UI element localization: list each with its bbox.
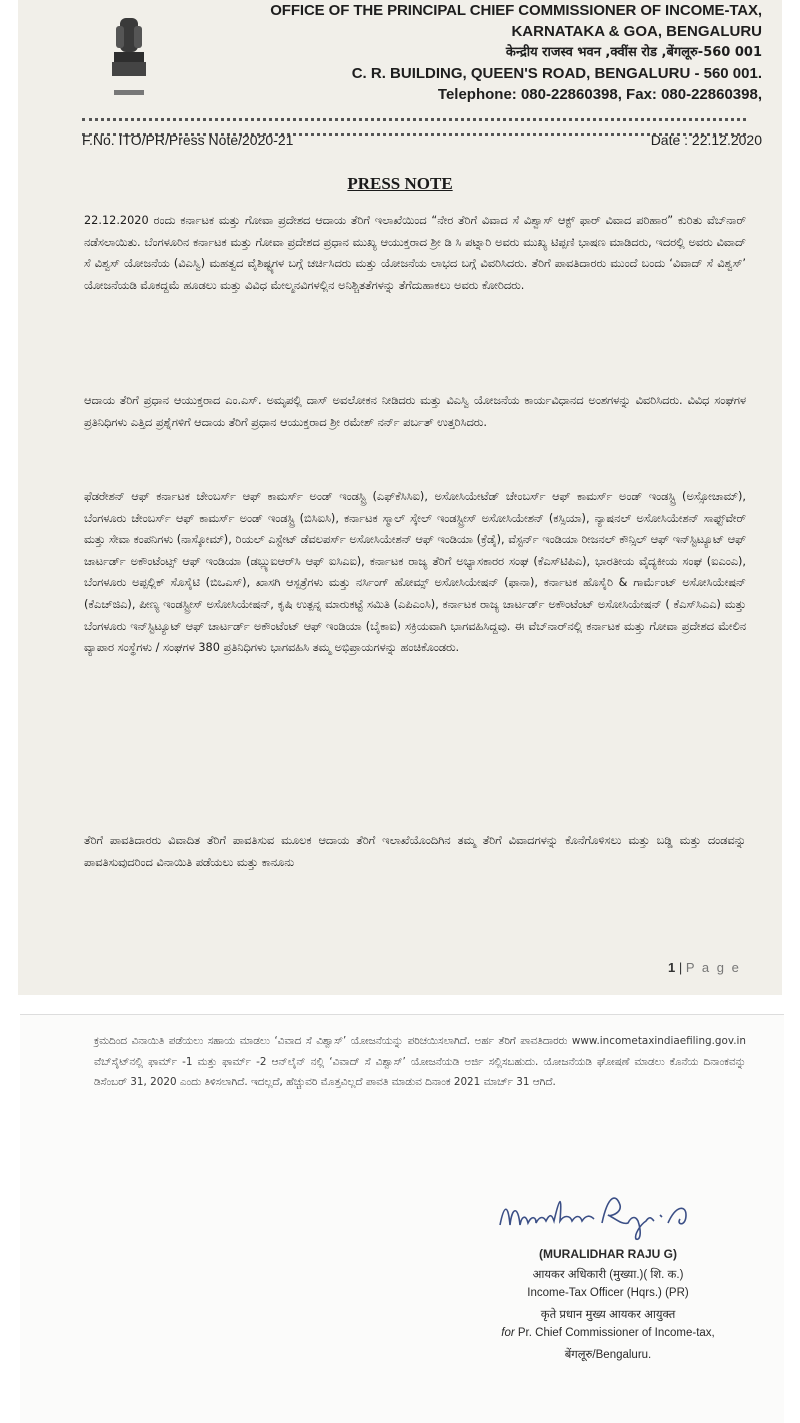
office-subtitle: KARNATAKA & GOA, BENGALURU — [511, 23, 762, 40]
hindi-for-line: कृते प्रधान मुख्य आयकर आयुक्त — [540, 1309, 676, 1321]
office-header — [270, 0, 762, 105]
office-telephone: Telephone: 080-22860398, Fax: 080-22860398, — [437, 86, 762, 103]
paragraph-2: ಆದಾಯ ತೆರಿಗೆ ಪ್ರಧಾನ ಆಯುಕ್ತರಾದ ಎಂ.ಎಸ್. ಅಮೃಪಲ್ಲಿ ದಾಸ್ ಅವಲೋಕನ ನೀಡಿದರು ಮತ್ತು ವಿಎಸ್ವಿ ಯೋಜನೆಯ ಕಾರ್ಯವಿಧಾನದ ಅಂಶಗಳನ್ನು ವಿವರಿಸಿದರು. ವಿವಿಧ ಸಂಘಗಳ ಪ್ರತಿನಿಧಿಗಳು ಎತ್ತಿದ ಪ್ರಶ್ನೆಗಳಿಗೆ ಆದಾಯ ತೆರಿಗೆ ಪ್ರಧಾನ ಆಯುಕ್ತರಾದ ಶ್ರೀ ರಮೇಶ್ ನರ್ನ್ ಪರ್ಬತ್ ಉತ್ತರಿಸಿದರು. — [84, 394, 746, 429]
page-label: P a g e — [685, 960, 741, 975]
paragraph-continued: ಕ್ರಮದಿಂದ ವಿನಾಯಿತಿ ಪಡೆಯಲು ಸಹಾಯ ಮಾಡಲು ‘ವಿವಾದ ಸೆ ವಿಶ್ವಾಸ್’ ಯೋಜನೆಯನ್ನು ಪರಿಚಯಿಸಲಾಗಿದೆ. ಅರ್ಹ ತೆರಿಗೆ ಪಾವತಿದಾರರು www.incometaxindiaefiling.gov.in ವೆಬ್‌ಸೈಟ್‌ನಲ್ಲಿ ಫಾರ್ಮ್ -1 ಮತ್ತು ಫಾರ್ಮ್ -2 ಆನ್‌ಲೈನ್ ನಲ್ಲಿ ‘ವಿವಾದ್ ಸೆ ವಿಶ್ವಾಸ್’ ಯೋಜನೆಯಡಿ ಅರ್ಜಿ ಸಲ್ಲಿಸಬಹುದು. ಯೋಜನೆಯಡಿ ಘೋಷಣೆ ಮಾಡಲು ಕೊನೆಯ ದಿನಾಂಕವನ್ನು ಡಿಸೆಂಬರ್ 31, 2020 ಎಂದು ತಿಳಿಸಲಾಗಿದೆ. ಇದಲ್ಲದೆ, ಹೆಚ್ಚುವರಿ ಮೊತ್ತವಿಲ್ಲದೆ ಪಾವತಿ ಮಾಡುವ ದಿನಾಂಕ 2021 ಮಾರ್ಚ್ 31 ಆಗಿದೆ. — [94, 1035, 746, 1088]
page-number-value: 1 — [668, 960, 676, 975]
handwritten-signature — [490, 1185, 740, 1245]
signatory-name: (MURALIDHAR RAJU G) — [539, 1247, 677, 1261]
place: बेंगलूरु/Bengaluru. — [564, 1349, 652, 1361]
designation: Income-Tax Officer (Hqrs.) (PR) — [527, 1287, 689, 1299]
hindi-designation: आयकर अधिकारी (मुख्या.)( शि. क.) — [532, 1269, 684, 1281]
paragraph-1: 22.12.2020 ರಂದು ಕರ್ನಾಟಕ ಮತ್ತು ಗೋವಾ ಪ್ರದೇಶದ ಆದಾಯ ತೆರಿಗೆ ಇಲಾಖೆಯಿಂದ “ನೇರ ತೆರಿಗೆ ವಿವಾದ ಸೆ ವಿಶ್ವಾಸ್ ಆಕ್ಟ್ ಫಾರ್ ವಿವಾದ ಪರಿಹಾರ” ಕುರಿತು ವೆಬ್‌ನಾರ್ ನಡೆಸಲಾಯಿತು. ಬೆಂಗಳೂರಿನ ಕರ್ನಾಟಕ ಮತ್ತು ಗೋವಾ ಪ್ರದೇಶದ ಪ್ರಧಾನ ಮುಖ್ಯ ಆಯುಕ್ತರಾದ ಶ್ರೀ ಡಿ ಸಿ ಪಟ್ನಾರಿ ಅವರು ಮುಖ್ಯ ಟಿಪ್ಪಣಿ ಭಾಷಣ ಮಾಡಿದರು, ಇದರಲ್ಲಿ ಅವರು ವಿವಾದ್ ಸೆ ವಿಶ್ವಸ್ ಯೋಜನೆಯ (ವಿಎಸ್ವಿ) ಮಹತ್ವದ ವೈಶಿಷ್ಟ್ಯಗಳ ಬಗ್ಗೆ ಚರ್ಚಿಸಿದರು ಮತ್ತು ಯೋಜನೆಯ ಲಾಭದ ಬಗ್ಗೆ ವಿವರಿಸಿದರು. ತೆರಿಗೆ ಪಾವತಿದಾರರು ಮುಂದೆ ಬಂದು ‘ವಿವಾದ್ ಸೆ ವಿಶ್ವಸ್’ ಯೋಜನೆಯಡಿ ಮೊಕದ್ದಮೆ ಹೂಡಲು ಮತ್ತು ವಿವಿಧ ಮೇಲ್ಮನವಿಗಳಲ್ಲಿನ ಅನಿಶ್ಚಿತತೆಗಳನ್ನು ತೆಗೆದುಹಾಕಲು ಅವರು ಕೋರಿದರು. — [84, 214, 746, 292]
national-emblem-icon — [104, 8, 154, 108]
office-address: C. R. BUILDING, QUEEN'S ROAD, BENGALURU - 560 001. — [351, 65, 762, 82]
office-title: OFFICE OF THE PRINCIPAL CHIEF COMMISSIONER OF INCOME-TAX, — [270, 2, 762, 19]
page-number: 1 | P a g e — [668, 960, 741, 975]
for-line-text: Pr. Chief Commissioner of Income-tax, — [517, 1327, 715, 1339]
for-word: for — [501, 1327, 515, 1339]
for-line — [458, 1327, 758, 1339]
page-2 — [20, 1014, 784, 1423]
paragraph-3: ಫೆಡರೇಶನ್ ಆಫ್ ಕರ್ನಾಟಕ ಚೇಂಬರ್ಸ್ ಆಫ್ ಕಾಮರ್ಸ್ ಅಂಡ್ ಇಂಡಸ್ಟ್ರಿ (ಎಫ್‌ಕೆಸಿಸಿಐ), ಅಸೋಸಿಯೇಟೆಡ್ ಚೇಂಬರ್ಸ್ ಆಫ್ ಕಾಮರ್ಸ್ ಅಂಡ್ ಇಂಡಸ್ಟ್ರಿ (ಅಸ್ಸೋಚಾಮ್), ಬೆಂಗಳೂರು ಚೇಂಬರ್ಸ್ ಆಫ್ ಕಾಮರ್ಸ್ ಅಂಡ್ ಇಂಡಸ್ಟ್ರಿ (ಬಿಸಿಐಸಿ), ಕರ್ನಾಟಕ ಸ್ಮಾಲ್ ಸ್ಕೇಲ್ ಇಂಡಸ್ಟ್ರೀಸ್ ಅಸೋಸಿಯೇಶನ್ (ಕಸ್ಸಿಯಾ), ನ್ಯಾಷನಲ್ ಅಸೋಸಿಯೇಶನ್ ಸಾಫ್ಟ್‌ವೇರ್ ಮತ್ತು ಸೇವಾ ಕಂಪನಿಗಳು (ನಾಸ್ಕೋಮ್), ರಿಯಲ್ ಎಸ್ಟೇಟ್ ಡೆವಲಪರ್ಸ್ ಅಸೋಸಿಯೇಶನ್ ಆಫ್ ಇಂಡಿಯಾ (ಕ್ರೆಡೈ), ವೆಸ್ಟರ್ನ್ ಇಂಡಿಯಾ ರೀಜನಲ್ ಕೌನ್ಸಿಲ್ ಆಫ್ ಇನ್‌ಸ್ಟಿಟ್ಯೂಟ್ ಆಫ್ ಚಾರ್ಟರ್ಡ್ ಅಕೌಂಟೆಂಟ್ಸ್ ಆಫ್ ಇಂಡಿಯಾ (ಡಬ್ಲ್ಯುಐಆರ್‌ಸಿ ಆಫ್ ಐಸಿಎಐ), ಕರ್ನಾಟಕ ರಾಜ್ಯ ತೆರಿಗೆ ಅಭ್ಯಾಸಕಾರರ ಸಂಘ (ಕೆಎಸ್‌ಟಿಪಿಎ), ಭಾರತೀಯ ವೈದ್ಯಕೀಯ ಸಂಘ (ಐಎಂಎ), ಬೆಂಗಳೂರು ಅಪ್ಪಲ್ಲಿಕ್ ಸೊಸೈಟಿ (ಬಿಒಎಸ್), ಖಾಸಗಿ ಆಸ್ಪತ್ರೆಗಳು ಮತ್ತು ನರ್ಸಿಂಗ್ ಹೋಮ್ಸ್ ಅಸೋಸಿಯೇಷನ್ (ಫಾನಾ), ಕರ್ನಾಟಕ ಹೊಸೈರಿ & ಗಾರ್ಮೆಂಟ್ ಅಸೋಸಿಯೇಷನ್ (ಕೆಎಚ್‌ಜಿಎ), ಪೀಣ್ಯ ಇಂಡಸ್ಟ್ರೀಸ್ ಅಸೋಸಿಯೇಷನ್, ಕೃಷಿ ಉತ್ಪನ್ನ ಮಾರುಕಟ್ಟೆ ಸಮಿತಿ (ಎಪಿಎಂಸಿ), ಕರ್ನಾಟಕ ರಾಜ್ಯ ಚಾರ್ಟರ್ಡ್ ಅಕೌಂಟೆಂಟ್ ಅಸೋಸಿಯೇಷನ್ ( ಕೆಎಸ್‌ಸಿಎಎ) ಮತ್ತು ಬೆಂಗಳೂರು ಇನ್‌ಸ್ಟಿಟ್ಯೂಟ್ ಆಫ್ ಚಾರ್ಟರ್ಡ್ ಅಕೌಂಟೆಂಟ್ ಆಫ್ ಇಂಡಿಯಾ (ಬೈಕಾಐ) ಸಕ್ರಿಯವಾಗಿ ಭಾಗವಹಿಸಿದ್ದವು. ಈ ವೆಬ್‌ನಾರ್‌ನಲ್ಲಿ ಕರ್ನಾಟಕ ಮತ್ತು ಗೋವಾ ಪ್ರದೇಶದ ಮೇಲಿನ ವ್ಯಾಪಾರ ಸಂಸ್ಥೆಗಳು / ಸಂಘಗಳ 380 ಪ್ರತಿನಿಧಿಗಳು ಭಾಗವಹಿಸಿ ತಮ್ಮ ಅಭಿಪ್ರಾಯಗಳನ್ನು ಹಂಚಿಕೊಂಡರು. — [84, 490, 746, 655]
hindi-address: केन्द्रीय राजस्व भवन ,क्वींस रोड ,बेंगलूरु-560 001 — [505, 45, 762, 60]
press-note-title: PRESS NOTE — [347, 174, 453, 193]
page-gap — [0, 995, 800, 1014]
file-number: F.No. ITO/PR/Press Note/2020-21 — [82, 132, 294, 148]
paragraph-4: ತೆರಿಗೆ ಪಾವತಿದಾರರು ವಿವಾದಿತ ತೆರಿಗೆ ಪಾವತಿಸುವ ಮೂಲಕ ಆದಾಯ ತೆರಿಗೆ ಇಲಾಖೆಯೊಂದಿಗಿನ ತಮ್ಮ ತೆರಿಗೆ ವಿವಾದಗಳನ್ನು ಕೊನೆಗೊಳಿಸಲು ಮತ್ತು ಬಡ್ಡಿ ಮತ್ತು ದಂಡವನ್ನು ಪಾವತಿಸುವುದರಿಂದ ವಿನಾಯಿತಿ ಪಡೆಯಲು ಮತ್ತು ಕಾನೂನು — [84, 834, 746, 869]
document-date: Date : 22.12.2020 — [650, 132, 762, 148]
